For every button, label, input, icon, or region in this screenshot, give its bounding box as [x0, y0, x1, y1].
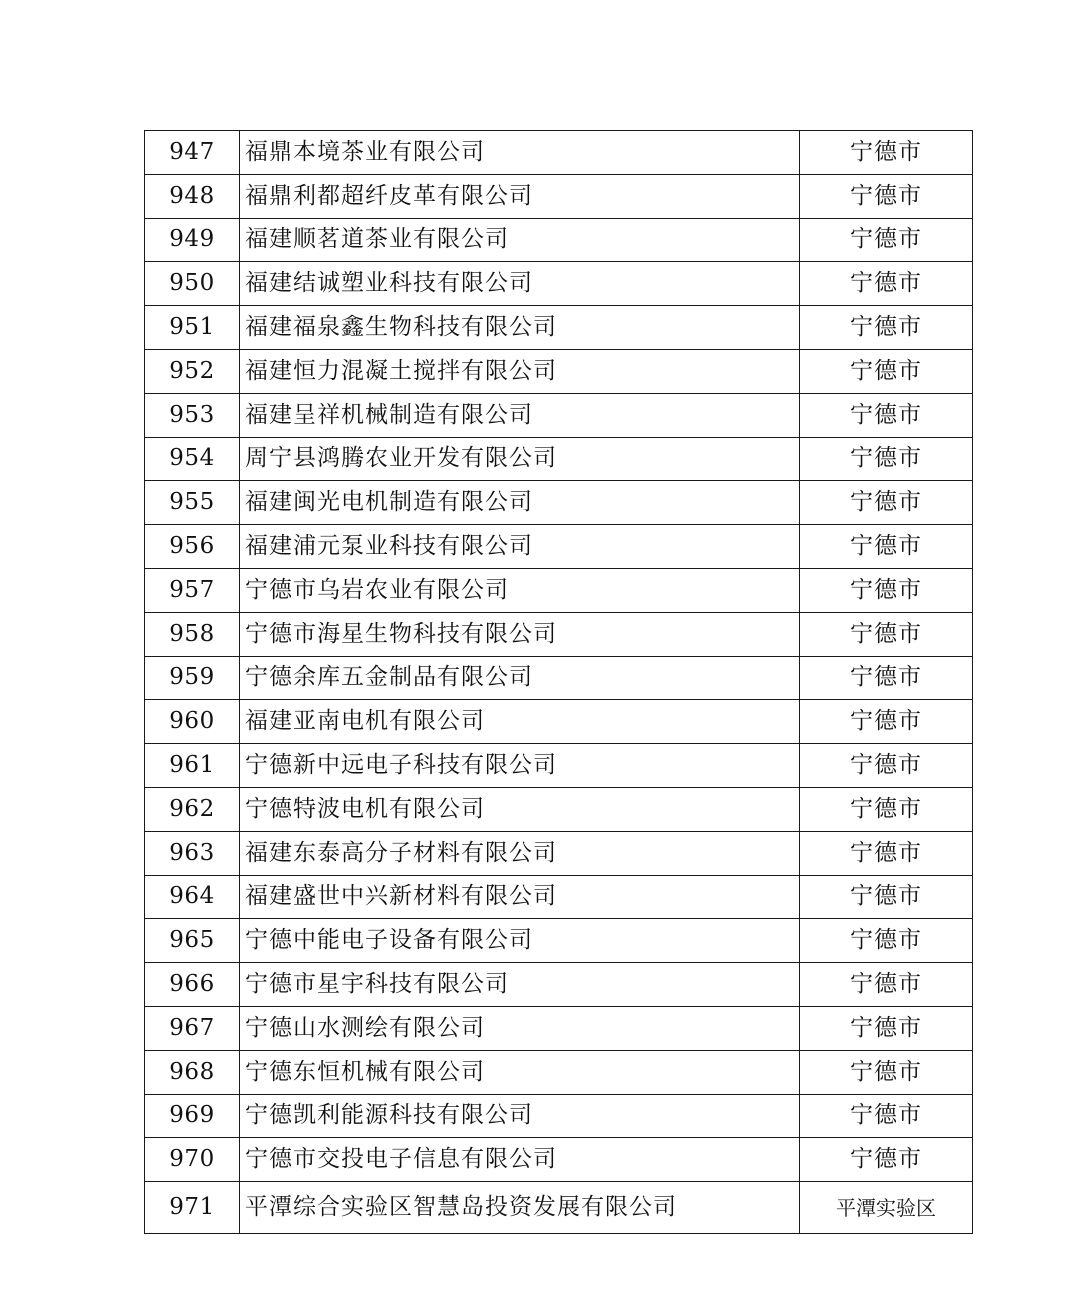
row-number-cell: 947	[145, 131, 240, 175]
row-number-cell: 965	[145, 919, 240, 963]
company-name-cell: 福建顺茗道茶业有限公司	[240, 218, 800, 262]
row-number-cell: 950	[145, 262, 240, 306]
table-row	[145, 437, 973, 481]
company-list-table	[144, 130, 973, 1234]
row-number-cell: 958	[145, 612, 240, 656]
city-cell: 宁德市	[800, 1050, 973, 1094]
table-row	[145, 481, 973, 525]
city-cell: 宁德市	[800, 1006, 973, 1050]
company-name-cell: 宁德特波电机有限公司	[240, 787, 800, 831]
row-number-cell: 951	[145, 306, 240, 350]
company-name-cell: 宁德凯利能源科技有限公司	[240, 1094, 800, 1138]
company-name-cell: 宁德市星宇科技有限公司	[240, 963, 800, 1007]
city-cell: 宁德市	[800, 262, 973, 306]
city-cell: 宁德市	[800, 1138, 973, 1182]
company-name-cell: 福建浦元泵业科技有限公司	[240, 525, 800, 569]
row-number-cell: 968	[145, 1050, 240, 1094]
company-name-cell: 宁德余库五金制品有限公司	[240, 656, 800, 700]
row-number-cell: 954	[145, 437, 240, 481]
company-name-cell: 周宁县鸿腾农业开发有限公司	[240, 437, 800, 481]
row-number-cell: 955	[145, 481, 240, 525]
row-number-cell: 952	[145, 349, 240, 393]
row-number-cell: 948	[145, 174, 240, 218]
row-number-cell: 959	[145, 656, 240, 700]
table-row	[145, 612, 973, 656]
company-name-cell: 福建结诚塑业科技有限公司	[240, 262, 800, 306]
city-cell: 宁德市	[800, 349, 973, 393]
city-cell: 宁德市	[800, 131, 973, 175]
company-name-cell: 福建恒力混凝土搅拌有限公司	[240, 349, 800, 393]
city-cell: 宁德市	[800, 525, 973, 569]
table-row	[145, 1006, 973, 1050]
company-name-cell: 宁德市乌岩农业有限公司	[240, 568, 800, 612]
company-name-cell: 福建呈祥机械制造有限公司	[240, 393, 800, 437]
city-cell: 宁德市	[800, 437, 973, 481]
table-row	[145, 1094, 973, 1138]
row-number-cell: 960	[145, 700, 240, 744]
city-cell: 宁德市	[800, 656, 973, 700]
company-name-cell: 宁德东恒机械有限公司	[240, 1050, 800, 1094]
company-name-cell: 福建福泉鑫生物科技有限公司	[240, 306, 800, 350]
row-number-cell: 949	[145, 218, 240, 262]
city-cell: 宁德市	[800, 174, 973, 218]
table-row	[145, 568, 973, 612]
table-row	[145, 349, 973, 393]
row-number-cell: 967	[145, 1006, 240, 1050]
table-row	[145, 656, 973, 700]
row-number-cell: 964	[145, 875, 240, 919]
company-list-body	[145, 131, 973, 1234]
city-cell: 宁德市	[800, 919, 973, 963]
city-cell: 宁德市	[800, 700, 973, 744]
table-row	[145, 875, 973, 919]
table-row	[145, 218, 973, 262]
company-name-cell: 宁德市海星生物科技有限公司	[240, 612, 800, 656]
table-row	[145, 831, 973, 875]
city-cell: 宁德市	[800, 306, 973, 350]
table-row	[145, 1138, 973, 1182]
table-row	[145, 262, 973, 306]
table-row	[145, 963, 973, 1007]
company-name-cell: 宁德市交投电子信息有限公司	[240, 1138, 800, 1182]
company-name-cell: 福建东泰高分子材料有限公司	[240, 831, 800, 875]
table-row	[145, 744, 973, 788]
city-cell: 宁德市	[800, 612, 973, 656]
table-row	[145, 1050, 973, 1094]
city-cell: 宁德市	[800, 393, 973, 437]
company-name-cell: 宁德新中远电子科技有限公司	[240, 744, 800, 788]
row-number-cell: 962	[145, 787, 240, 831]
company-name-cell: 福建亚南电机有限公司	[240, 700, 800, 744]
city-cell: 宁德市	[800, 1094, 973, 1138]
row-number-cell: 953	[145, 393, 240, 437]
table-row	[145, 1182, 973, 1234]
table-row	[145, 393, 973, 437]
company-name-cell: 福建闽光电机制造有限公司	[240, 481, 800, 525]
city-cell: 宁德市	[800, 787, 973, 831]
city-cell: 宁德市	[800, 218, 973, 262]
city-cell: 平潭实验区	[800, 1182, 973, 1234]
table-row	[145, 787, 973, 831]
row-number-cell: 963	[145, 831, 240, 875]
company-name-cell: 宁德山水测绘有限公司	[240, 1006, 800, 1050]
row-number-cell: 969	[145, 1094, 240, 1138]
company-name-cell: 福鼎本境茶业有限公司	[240, 131, 800, 175]
city-cell: 宁德市	[800, 963, 973, 1007]
city-cell: 宁德市	[800, 568, 973, 612]
row-number-cell: 957	[145, 568, 240, 612]
row-number-cell: 970	[145, 1138, 240, 1182]
table-row	[145, 525, 973, 569]
row-number-cell: 966	[145, 963, 240, 1007]
table-row	[145, 306, 973, 350]
city-cell: 宁德市	[800, 831, 973, 875]
table-row	[145, 131, 973, 175]
row-number-cell: 956	[145, 525, 240, 569]
table-row	[145, 700, 973, 744]
company-name-cell: 福鼎利都超纤皮革有限公司	[240, 174, 800, 218]
company-name-cell: 宁德中能电子设备有限公司	[240, 919, 800, 963]
city-cell: 宁德市	[800, 481, 973, 525]
company-name-cell: 平潭综合实验区智慧岛投资发展有限公司	[240, 1182, 800, 1234]
city-cell: 宁德市	[800, 744, 973, 788]
table-row	[145, 174, 973, 218]
city-cell: 宁德市	[800, 875, 973, 919]
row-number-cell: 971	[145, 1182, 240, 1234]
company-name-cell: 福建盛世中兴新材料有限公司	[240, 875, 800, 919]
row-number-cell: 961	[145, 744, 240, 788]
table-row	[145, 919, 973, 963]
